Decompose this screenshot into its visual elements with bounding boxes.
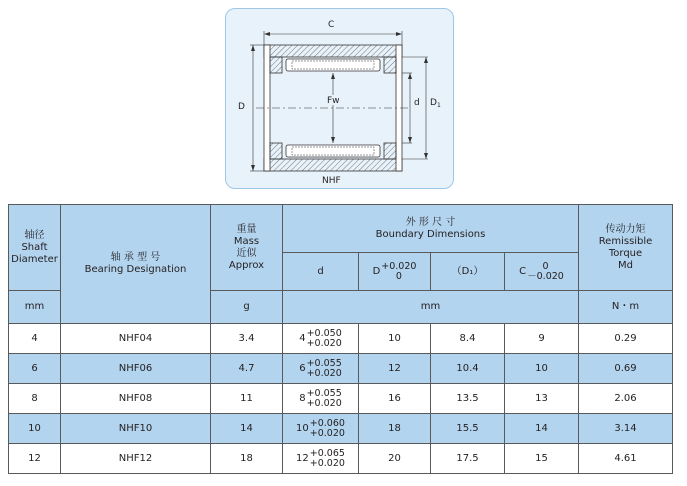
table-row xyxy=(9,354,673,384)
cell-d: 10 +0.060 +0.020 xyxy=(283,414,359,444)
cell-torque: 0.69 xyxy=(579,354,673,384)
cell-torque: 4.61 xyxy=(579,444,673,474)
cell-D1: 17.5 xyxy=(431,444,505,474)
bearing-drawing-panel xyxy=(225,8,454,189)
unit-mass: g xyxy=(211,291,283,324)
header-bearing-designation: 轴 承 型 号 Bearing Designation xyxy=(61,205,211,324)
cell-D1: 15.5 xyxy=(431,414,505,444)
cell-D: 18 xyxy=(359,414,431,444)
cell-C: 9 xyxy=(505,324,579,354)
cell-shaft: 4 xyxy=(9,324,61,354)
cell-shaft: 12 xyxy=(9,444,61,474)
header-col-D1: （D₁） xyxy=(431,253,505,291)
header-shaft-diameter: 轴径 Shaft Diameter xyxy=(9,205,61,291)
header-boundary-dimensions: 外 形 尺 寸 Boundary Dimensions xyxy=(283,205,579,253)
dimension-label-d1: $D_1$ xyxy=(430,98,441,109)
table-row xyxy=(9,444,673,474)
bearing-cross-section-diagram xyxy=(226,9,455,190)
cell-C: 13 xyxy=(505,384,579,414)
table-row xyxy=(9,384,673,414)
unit-torque: N・m xyxy=(579,291,673,324)
cell-designation: NHF04 xyxy=(61,324,211,354)
cell-mass: 4.7 xyxy=(211,354,283,384)
cell-D1: 8.4 xyxy=(431,324,505,354)
cell-C: 15 xyxy=(505,444,579,474)
cell-d: 8 +0.055 +0.020 xyxy=(283,384,359,414)
header-col-D: D +0.020 0 xyxy=(359,253,431,291)
cell-shaft: 8 xyxy=(9,384,61,414)
cell-C: 14 xyxy=(505,414,579,444)
cell-mass: 11 xyxy=(211,384,283,414)
cell-D: 10 xyxy=(359,324,431,354)
unit-shaft: mm xyxy=(9,291,61,324)
cell-D1: 10.4 xyxy=(431,354,505,384)
cell-designation: NHF12 xyxy=(61,444,211,474)
cell-D: 16 xyxy=(359,384,431,414)
table-row xyxy=(9,414,673,444)
cell-torque: 0.29 xyxy=(579,324,673,354)
dimension-label-d-outer: D xyxy=(238,102,245,112)
cell-d: 4 +0.050 +0.020 xyxy=(283,324,359,354)
table-row xyxy=(9,324,673,354)
cell-mass: 3.4 xyxy=(211,324,283,354)
cell-C: 10 xyxy=(505,354,579,384)
cell-mass: 18 xyxy=(211,444,283,474)
bearing-spec-table xyxy=(8,204,673,474)
header-col-d: d xyxy=(283,253,359,291)
cell-designation: NHF10 xyxy=(61,414,211,444)
header-remissible-torque: 传动力矩 Remissible Torque Md xyxy=(579,205,673,291)
header-mass: 重量 Mass 近似 Approx xyxy=(211,205,283,291)
cell-D: 20 xyxy=(359,444,431,474)
dimension-label-fw: Fw xyxy=(327,96,340,106)
cell-d: 12 +0.065 +0.020 xyxy=(283,444,359,474)
cell-torque: 2.06 xyxy=(579,384,673,414)
header-col-C: C 0 －0.020 xyxy=(505,253,579,291)
cell-designation: NHF06 xyxy=(61,354,211,384)
cell-torque: 3.14 xyxy=(579,414,673,444)
unit-dimensions: mm xyxy=(283,291,579,324)
dimension-label-d-inner: d xyxy=(414,98,420,108)
cell-D1: 13.5 xyxy=(431,384,505,414)
dimension-label-c: C xyxy=(328,20,335,30)
cell-shaft: 6 xyxy=(9,354,61,384)
cell-designation: NHF08 xyxy=(61,384,211,414)
cell-mass: 14 xyxy=(211,414,283,444)
drawing-model-label: NHF xyxy=(322,176,341,186)
cell-shaft: 10 xyxy=(9,414,61,444)
cell-D: 12 xyxy=(359,354,431,384)
cell-d: 6 +0.055 +0.020 xyxy=(283,354,359,384)
